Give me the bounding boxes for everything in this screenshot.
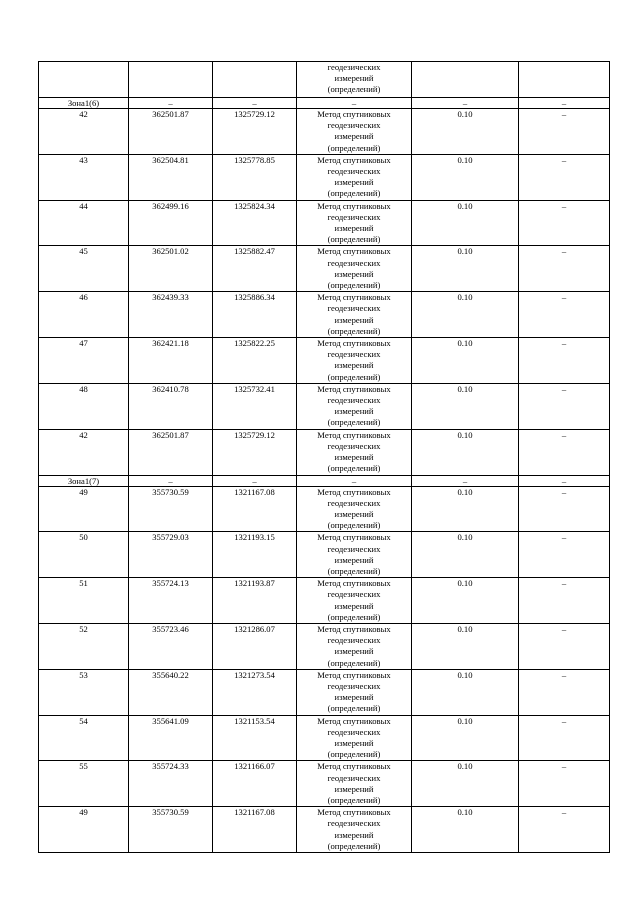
method-line: (определений) [327, 703, 381, 714]
method-cell [297, 338, 412, 384]
table-row [39, 807, 610, 853]
method-line: Метод спутниковых [317, 807, 391, 818]
method-line: геодезических [327, 680, 381, 691]
method-cell [297, 246, 412, 292]
point-number: 54 [39, 715, 129, 761]
method-line: Метод спутниковых [317, 292, 391, 303]
point-number: 44 [39, 200, 129, 246]
method-line: (определений) [327, 417, 381, 428]
method-line: измерений [334, 314, 374, 325]
zone-dash: – [213, 98, 297, 109]
point-number: 55 [39, 761, 129, 807]
point-number: 50 [39, 532, 129, 578]
point-number: 42 [39, 109, 129, 155]
coord-x: 355724.13 [129, 578, 213, 624]
coordinates-table-body [39, 62, 610, 853]
accuracy: 0.10 [412, 109, 519, 155]
method-line: (определений) [327, 520, 381, 531]
method-line: измерений [334, 554, 374, 565]
method-line: геодезических [327, 349, 381, 360]
note: – [519, 246, 610, 292]
method-line: измерений [334, 73, 374, 84]
method-line: Метод спутниковых [317, 338, 391, 349]
method-line: Метод спутниковых [317, 532, 391, 543]
method-line: Метод спутниковых [317, 109, 391, 119]
accuracy: 0.10 [412, 623, 519, 669]
zone-dash: – [412, 475, 519, 486]
method-line: геодезических [327, 303, 381, 314]
accuracy: 0.10 [412, 486, 519, 532]
method-line: (определений) [327, 371, 381, 382]
table-row [39, 486, 610, 532]
method-line: Метод спутниковых [317, 486, 391, 497]
zone-dash: – [129, 475, 213, 486]
method-line: измерений [334, 131, 374, 142]
method-line: геодезических [327, 166, 381, 177]
zone-dash: – [519, 475, 610, 486]
method-line: измерений [334, 268, 374, 279]
zone-dash: – [297, 475, 412, 486]
table-row [39, 761, 610, 807]
method-line: измерений [334, 600, 374, 611]
method-line: (определений) [327, 325, 381, 336]
note: – [519, 486, 610, 532]
method-line: измерений [334, 452, 374, 463]
note: – [519, 807, 610, 853]
point-number: 46 [39, 292, 129, 338]
method-line: (определений) [327, 463, 381, 474]
coord-x: 362410.78 [129, 383, 213, 429]
table-row [39, 669, 610, 715]
method-cell [297, 715, 412, 761]
accuracy: 0.10 [412, 200, 519, 246]
method-line: измерений [334, 360, 374, 371]
method-line: геодезических [327, 395, 381, 406]
coord-y: 1321166.07 [213, 761, 297, 807]
note: – [519, 761, 610, 807]
coord-y: 1325886.34 [213, 292, 297, 338]
coord-x: 362501.87 [129, 429, 213, 475]
table-row [39, 338, 610, 384]
accuracy: 0.10 [412, 429, 519, 475]
method-line: (определений) [327, 142, 381, 153]
accuracy: 0.10 [412, 292, 519, 338]
method-line: Метод спутниковых [317, 578, 391, 589]
table-row [39, 154, 610, 200]
continuation-row [39, 62, 610, 98]
table-row [39, 623, 610, 669]
zone-row [39, 475, 610, 486]
note: – [519, 109, 610, 155]
note: – [519, 338, 610, 384]
coord-x: 355729.03 [129, 532, 213, 578]
coord-y: 1325824.34 [213, 200, 297, 246]
method-cell [297, 383, 412, 429]
method-line: геодезических [327, 818, 381, 829]
coord-x: 362501.02 [129, 246, 213, 292]
method-cell [297, 429, 412, 475]
cell-x [129, 62, 213, 98]
method-line: геодезических [327, 120, 381, 131]
coord-x: 362504.81 [129, 154, 213, 200]
coord-x: 362421.18 [129, 338, 213, 384]
note: – [519, 669, 610, 715]
point-number: 51 [39, 578, 129, 624]
method-line: геодезических [327, 62, 381, 72]
method-line: геодезических [327, 589, 381, 600]
method-line: геодезических [327, 726, 381, 737]
coord-y: 1321286.07 [213, 623, 297, 669]
method-line: (определений) [327, 280, 381, 291]
note: – [519, 383, 610, 429]
method-line: геодезических [327, 772, 381, 783]
method-line: (определений) [327, 840, 381, 851]
method-line: геодезических [327, 211, 381, 222]
method-line: геодезических [327, 257, 381, 268]
method-cell [297, 623, 412, 669]
accuracy: 0.10 [412, 154, 519, 200]
method-line: Метод спутниковых [317, 761, 391, 772]
zone-dash: – [129, 98, 213, 109]
method-cell [297, 532, 412, 578]
method-line: Метод спутниковых [317, 200, 391, 211]
coord-y: 1321167.08 [213, 807, 297, 853]
method-cell [297, 109, 412, 155]
point-number: 49 [39, 486, 129, 532]
accuracy: 0.10 [412, 761, 519, 807]
table-row [39, 578, 610, 624]
method-cell [297, 292, 412, 338]
coord-x: 355730.59 [129, 486, 213, 532]
table-row [39, 246, 610, 292]
coord-y: 1321193.15 [213, 532, 297, 578]
note: – [519, 429, 610, 475]
method-line: измерений [334, 783, 374, 794]
table-row [39, 383, 610, 429]
zone-label: Зона1(6) [39, 98, 129, 109]
coord-y: 1321167.08 [213, 486, 297, 532]
table-row [39, 532, 610, 578]
coordinates-table [38, 61, 610, 853]
method-cell [297, 761, 412, 807]
coord-y: 1325732.41 [213, 383, 297, 429]
method-line: Метод спутниковых [317, 246, 391, 257]
method-cell [297, 807, 412, 853]
accuracy: 0.10 [412, 578, 519, 624]
accuracy: 0.10 [412, 532, 519, 578]
table-row [39, 429, 610, 475]
coord-x: 355723.46 [129, 623, 213, 669]
coord-x: 355641.09 [129, 715, 213, 761]
coord-x: 362439.33 [129, 292, 213, 338]
method-line: геодезических [327, 497, 381, 508]
method-line: измерений [334, 737, 374, 748]
zone-dash: – [213, 475, 297, 486]
method-line: измерений [334, 223, 374, 234]
method-line: (определений) [327, 794, 381, 805]
method-line: (определений) [327, 657, 381, 668]
method-cell [297, 669, 412, 715]
point-number: 42 [39, 429, 129, 475]
method-cell [297, 486, 412, 532]
zone-label: Зона1(7) [39, 475, 129, 486]
note: – [519, 578, 610, 624]
note: – [519, 154, 610, 200]
method-line: геодезических [327, 635, 381, 646]
zone-dash: – [519, 98, 610, 109]
method-cell [297, 578, 412, 624]
coord-y: 1321273.54 [213, 669, 297, 715]
table-row [39, 715, 610, 761]
accuracy: 0.10 [412, 246, 519, 292]
method-line: (определений) [327, 234, 381, 245]
coord-x: 355730.59 [129, 807, 213, 853]
method-line: Метод спутниковых [317, 669, 391, 680]
cell-method [297, 62, 412, 98]
coord-y: 1325778.85 [213, 154, 297, 200]
cell-accuracy [412, 62, 519, 98]
note: – [519, 623, 610, 669]
zone-row [39, 98, 610, 109]
point-number: 53 [39, 669, 129, 715]
zone-dash: – [412, 98, 519, 109]
coord-y: 1321153.54 [213, 715, 297, 761]
point-number: 47 [39, 338, 129, 384]
table-row [39, 109, 610, 155]
method-line: Метод спутниковых [317, 623, 391, 634]
method-line: (определений) [327, 749, 381, 760]
method-line: измерений [334, 692, 374, 703]
method-line: геодезических [327, 543, 381, 554]
accuracy: 0.10 [412, 338, 519, 384]
point-number: 48 [39, 383, 129, 429]
method-line: измерений [334, 177, 374, 188]
cell-point-number [39, 62, 129, 98]
method-line: Метод спутниковых [317, 154, 391, 165]
method-line: (определений) [327, 565, 381, 576]
coord-y: 1325729.12 [213, 109, 297, 155]
coord-x: 362501.87 [129, 109, 213, 155]
cell-y [213, 62, 297, 98]
coord-y: 1325729.12 [213, 429, 297, 475]
cell-note [519, 62, 610, 98]
point-number: 45 [39, 246, 129, 292]
method-line: Метод спутниковых [317, 383, 391, 394]
method-line: (определений) [327, 188, 381, 199]
accuracy: 0.10 [412, 669, 519, 715]
accuracy: 0.10 [412, 715, 519, 761]
zone-dash: – [297, 98, 412, 109]
coord-x: 355724.33 [129, 761, 213, 807]
method-line: (определений) [327, 84, 381, 95]
point-number: 49 [39, 807, 129, 853]
method-cell [297, 154, 412, 200]
coord-y: 1325882.47 [213, 246, 297, 292]
table-row [39, 292, 610, 338]
coord-x: 362499.16 [129, 200, 213, 246]
method-line: (определений) [327, 611, 381, 622]
point-number: 43 [39, 154, 129, 200]
accuracy: 0.10 [412, 807, 519, 853]
method-line: измерений [334, 508, 374, 519]
method-line: измерений [334, 646, 374, 657]
method-cell [297, 200, 412, 246]
note: – [519, 715, 610, 761]
method-line: геодезических [327, 440, 381, 451]
method-line: Метод спутниковых [317, 715, 391, 726]
coord-y: 1321193.87 [213, 578, 297, 624]
note: – [519, 292, 610, 338]
table-row [39, 200, 610, 246]
coord-x: 355640.22 [129, 669, 213, 715]
point-number: 52 [39, 623, 129, 669]
note: – [519, 532, 610, 578]
note: – [519, 200, 610, 246]
accuracy: 0.10 [412, 383, 519, 429]
coord-y: 1325822.25 [213, 338, 297, 384]
method-line: измерений [334, 406, 374, 417]
method-line: Метод спутниковых [317, 429, 391, 440]
method-line: измерений [334, 829, 374, 840]
